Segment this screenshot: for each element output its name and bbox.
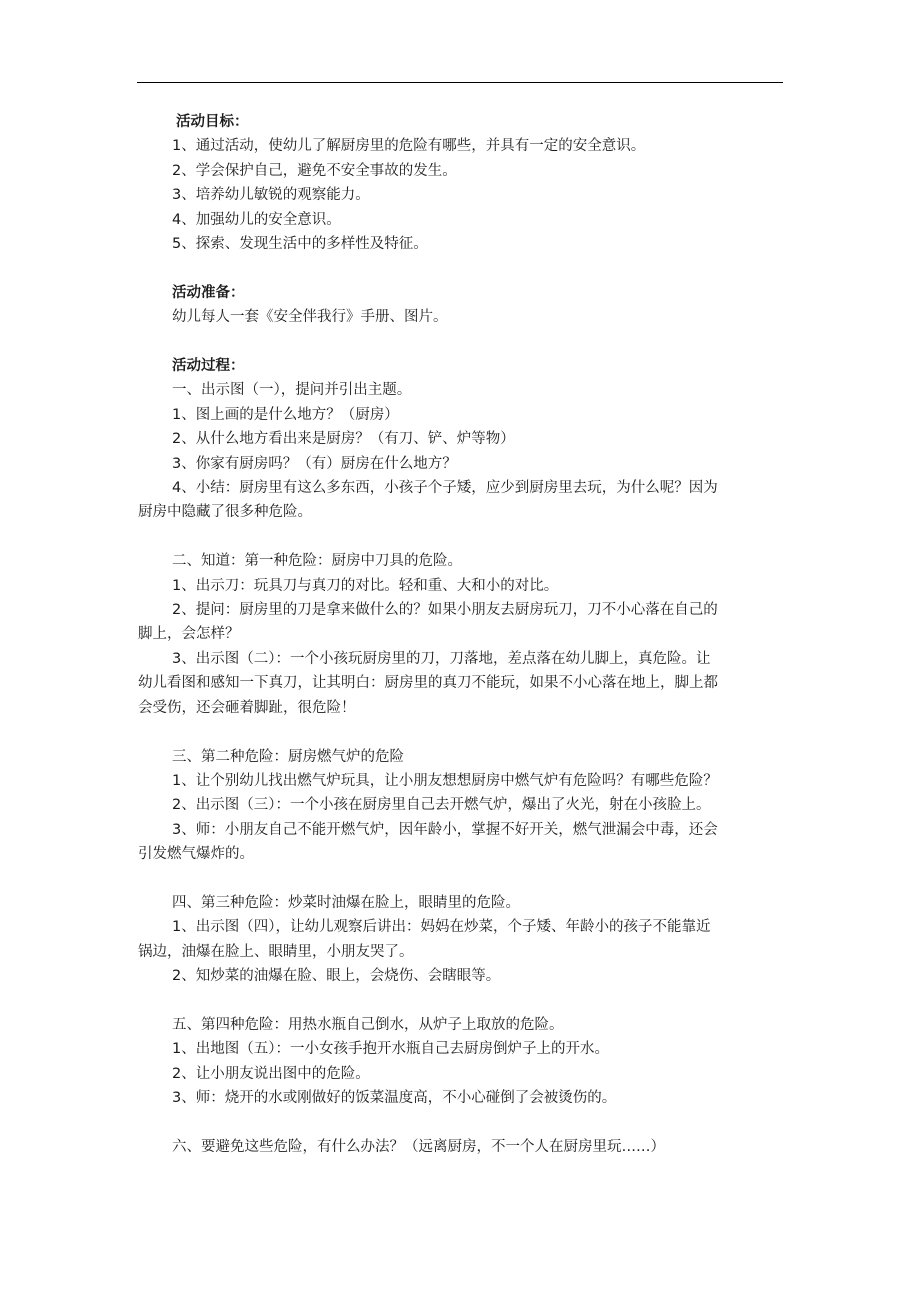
goal-item: 2、学会保护自己，避免不安全事故的发生。 (172, 162, 457, 179)
section-heading: 一、出示图（一），提问并引出主题。 (172, 382, 412, 399)
prep-heading: 活动准备： (172, 284, 245, 301)
section-heading: 六、要避免这些危险，有什么办法？（远离厨房，不一个人在厨房里玩……） (172, 1138, 665, 1155)
goals-heading: 活动目标： (176, 114, 249, 130)
process-line: 脚上，会怎样？ (138, 626, 240, 643)
goal-item: 5、探索、发现生活中的多样性及特征。 (172, 236, 428, 253)
goal-item: 1、通过活动，使幼儿了解厨房里的危险有哪些，并具有一定的安全意识。 (172, 138, 646, 155)
process-line: 幼儿看图和感知一下真刀，让其明白：厨房里的真刀不能玩，如果不小心落在地上，脚上都 (138, 675, 718, 692)
section-heading: 三、第二种危险：厨房燃气炉的危险 (172, 748, 404, 765)
process-line: 厨房中隐藏了很多种危险。 (138, 504, 312, 521)
process-line: 3、你家有厨房吗？（有）厨房在什么地方？ (172, 455, 457, 472)
goal-item: 4、加强幼儿的安全意识。 (172, 211, 341, 228)
header-rule (137, 82, 783, 83)
process-heading: 活动过程： (172, 358, 245, 375)
section-heading: 五、第四种危险：用热水瓶自己倒水，从炉子上取放的危险。 (172, 1016, 564, 1033)
process-line: 1、出示刀：玩具刀与真刀的对比。轻和重、大和小的对比。 (172, 577, 559, 594)
process-line: 引发燃气爆炸的。 (138, 846, 254, 863)
process-line: 1、图上画的是什么地方？（厨房） (172, 406, 399, 423)
process-line: 1、出示图（四），让幼儿观察后讲出：妈妈在炒菜，个子矮、年龄小的孩子不能靠近 (172, 919, 711, 936)
process-line: 1、让个别幼儿找出燃气炉玩具，让小朋友想想厨房中燃气炉有危险吗？有哪些危险？ (172, 772, 718, 789)
process-line: 2、知炒菜的油爆在脸、眼上，会烧伤、会瞎眼等。 (172, 968, 501, 985)
process-line: 3、出示图（二）：一个小孩玩厨房里的刀，刀落地，差点落在幼儿脚上，真危险。让 (172, 650, 711, 667)
process-line: 1、出地图（五）：一小女孩手抱开水瓶自己去厨房倒炉子上的开水。 (172, 1041, 609, 1058)
process-line: 2、让小朋友说出图中的危险。 (172, 1065, 370, 1082)
process-line: 2、出示图（三）：一个小孩在厨房里自己去开燃气炉，爆出了火光，射在小孩脸上。 (172, 797, 711, 814)
prep-text: 幼儿每人一套《安全伴我行》手册、图片。 (172, 309, 448, 326)
goal-item: 3、培养幼儿敏锐的观察能力。 (172, 187, 370, 204)
section-heading: 四、第三种危险：炒菜时油爆在脸上，眼睛里的危险。 (172, 894, 520, 911)
document-body (138, 110, 798, 1159)
process-line: 4、小结：厨房里有这么多东西，小孩子个子矮，应少到厨房里去玩，为什么呢？因为 (172, 480, 718, 497)
process-line: 3、师：烧开的水或刚做好的饭菜温度高，不小心碰倒了会被烫伤的。 (172, 1090, 617, 1107)
process-line: 2、从什么地方看出来是厨房？（有刀、铲、炉等物） (172, 431, 515, 448)
process-line: 2、提问：厨房里的刀是拿来做什么的？如果小朋友去厨房玩刀，刀不小心落在自己的 (172, 602, 718, 619)
process-line: 3、师：小朋友自己不能开燃气炉，因年龄小，掌握不好开关，燃气泄漏会中毒，还会 (172, 821, 718, 838)
process-line: 锅边，油爆在脸上、眼睛里，小朋友哭了。 (138, 943, 414, 960)
section-heading: 二、知道：第一种危险：厨房中刀具的危险。 (172, 553, 462, 570)
process-line: 会受伤，还会砸着脚趾，很危险！ (138, 699, 356, 716)
